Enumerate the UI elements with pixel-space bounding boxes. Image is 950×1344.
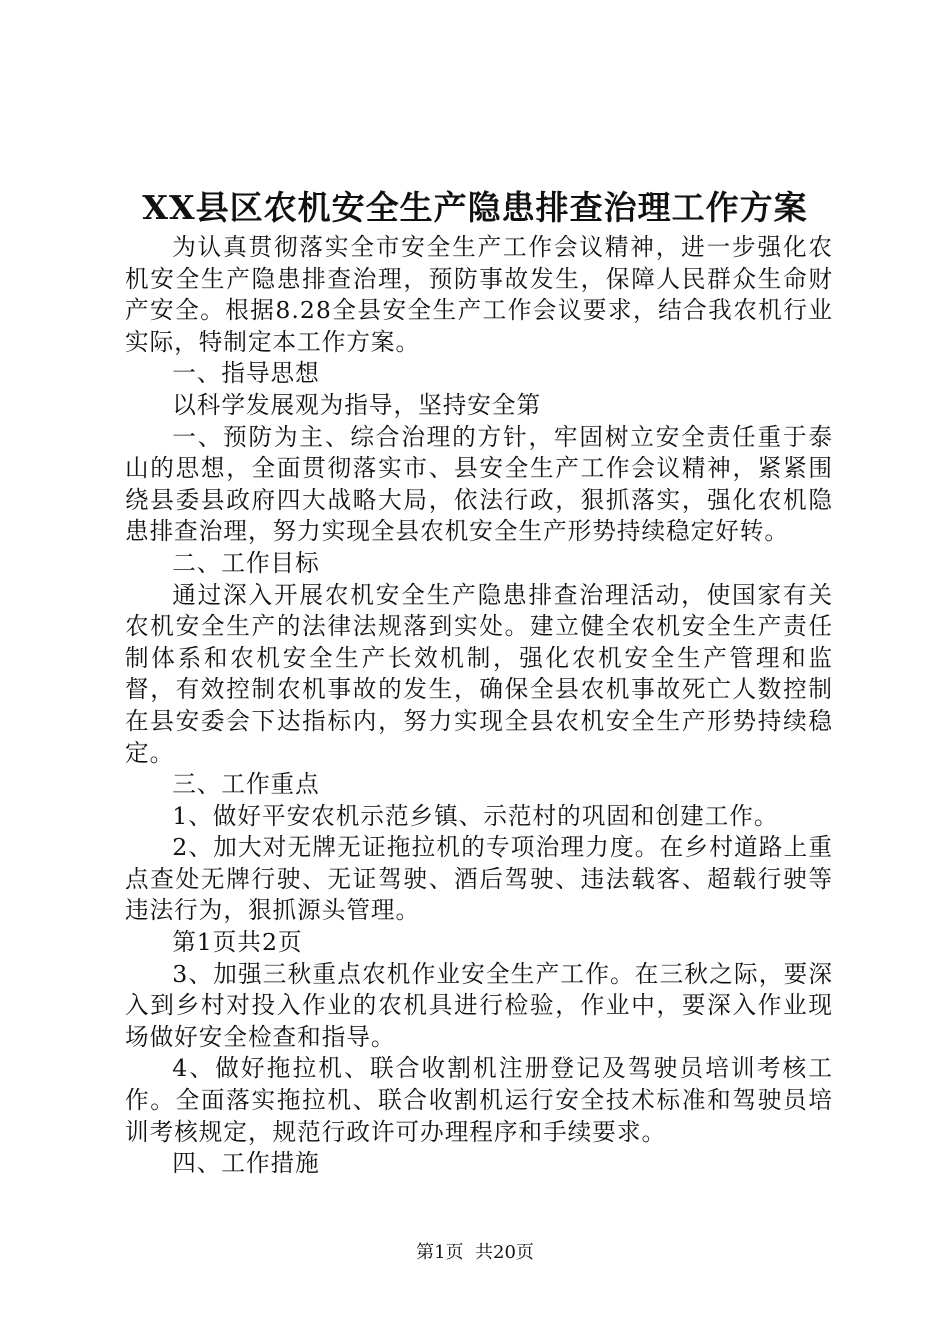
paragraph: 以科学发展观为指导，坚持安全第: [172, 390, 542, 419]
document-body: [125, 232, 833, 1180]
list-item: 4、做好拖拉机、联合收割机注册登记及驾驶员培训考核工作。全面落实拖拉机、联合收割机运行安全技术标准和驾驶员培训考核规定，规范行政许可办理程序和手续要求。: [125, 1054, 833, 1146]
section-heading-work-goals: 二、工作目标: [172, 548, 320, 577]
list-item: 1、做好平安农机示范乡镇、示范村的巩固和创建工作。: [172, 801, 779, 830]
inline-page-marker: 第1页共2页: [172, 928, 303, 957]
list-item: 2、加大对无牌无证拖拉机的专项治理力度。在乡村道路上重点查处无牌行驶、无证驾驶、酒后驾驶、违法载客、超载行驶等违法行为，狠抓源头管理。: [125, 833, 833, 925]
document-title: XX县区农机安全生产隐患排查治理工作方案: [142, 188, 808, 227]
list-item: 3、加强三秋重点农机作业安全生产工作。在三秋之际，要深入到乡村对投入作业的农机具进行检验，作业中，要深入作业现场做好安全检查和指导。: [125, 959, 833, 1051]
paragraph: 通过深入开展农机安全生产隐患排查治理活动，使国家有关农机安全生产的法律法规落到实处。建立健全农机安全生产责任制体系和农机安全生产长效机制，强化农机安全生产管理和监督，有效控制农机事故的发生，确保全县农机事故死亡人数控制在县安委会下达指标内，努力实现全县农机安全生产形势持续稳定。: [125, 580, 833, 767]
section-heading-guiding-ideology: 一、指导思想: [172, 359, 320, 388]
paragraph-intro: 为认真贯彻落实全市安全生产工作会议精神，进一步强化农机安全生产隐患排查治理，预防事故发生，保障人民群众生命财产安全。根据8.28全县安全生产工作会议要求，结合我农机行业实际，特制定本工作方案。: [125, 233, 833, 356]
page-footer: 第1页 共20页: [416, 1242, 534, 1263]
section-heading-work-focus: 三、工作重点: [172, 770, 320, 799]
paragraph: 一、预防为主、综合治理的方针，牢固树立安全责任重于泰山的思想，全面贯彻落实市、县安全生产工作会议精神，紧紧围绕县委县政府四大战略大局，依法行政，狠抓落实，强化农机隐患排查治理，努力实现全县农机安全生产形势持续稳定好转。: [125, 422, 833, 546]
section-heading-work-measures: 四、工作措施: [172, 1149, 320, 1178]
